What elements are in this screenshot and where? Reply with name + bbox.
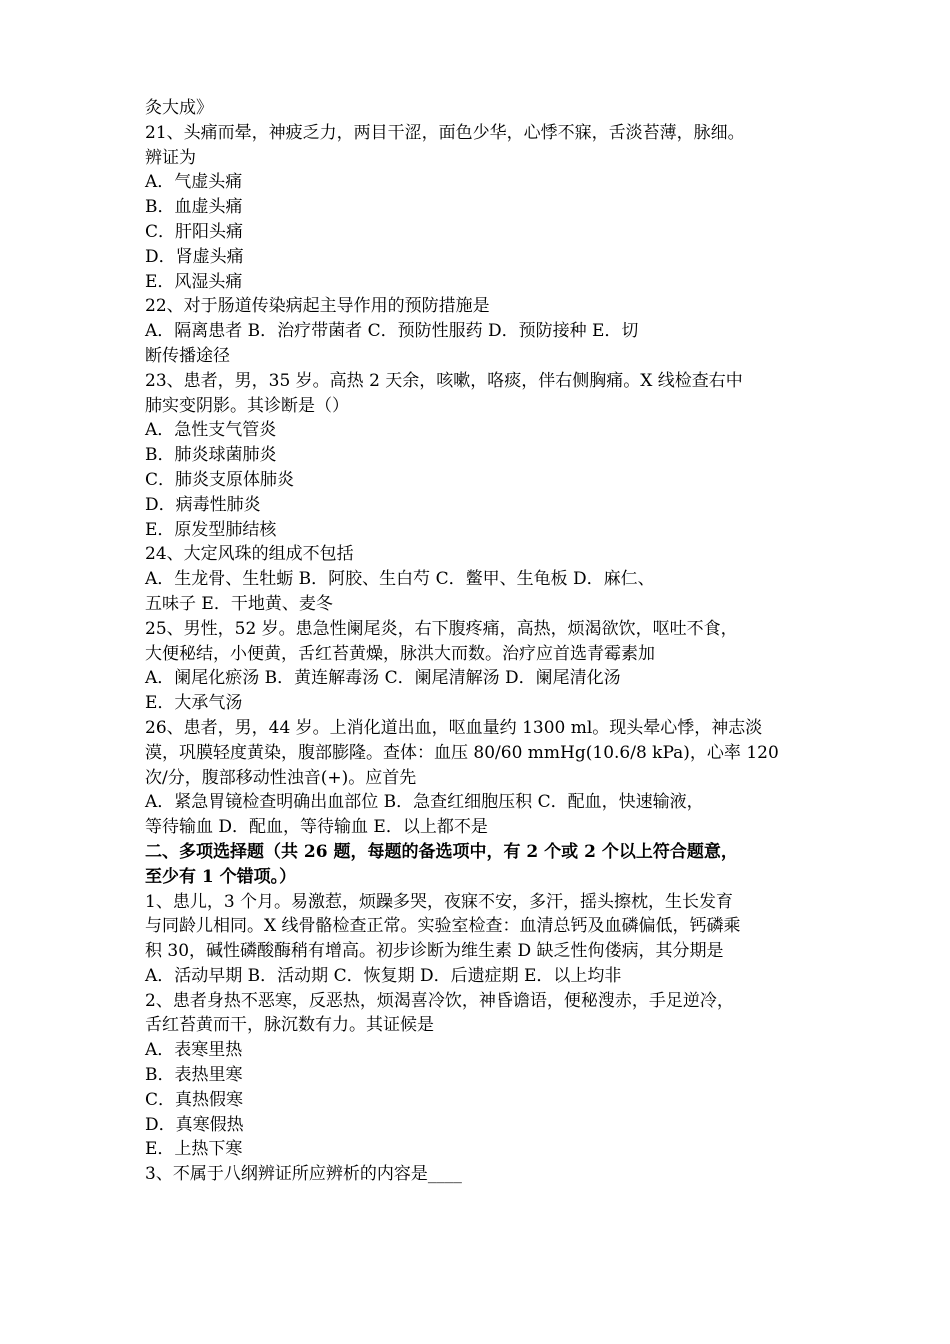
- question-23-stem: 23、患者，男，35 岁。高热 2 天余，咳嗽，咯痰，伴右侧胸痛。X 线检查右中: [145, 370, 743, 391]
- section-heading: 二、多项选择题（共 26 题，每题的备选项中，有 2 个或 2 个以上符合题意，: [145, 841, 738, 862]
- option-d: D．肾虚头痛: [145, 246, 244, 267]
- option-b: B．血虚头痛: [145, 197, 243, 218]
- option-a: A．急性支气管炎: [145, 420, 277, 441]
- question-21-stem: 21、头痛而晕，神疲乏力，两目干涩，面色少华，心悸不寐，舌淡苔薄，脉细。: [145, 122, 745, 143]
- text-line: 肺实变阴影。其诊断是（）: [145, 395, 349, 416]
- option-e: E．上热下寒: [145, 1139, 243, 1160]
- option-b: B．表热里寒: [145, 1065, 243, 1086]
- option-b: B．肺炎球菌肺炎: [145, 445, 277, 466]
- question-24-stem: 24、大定风珠的组成不包括: [145, 544, 354, 565]
- option-e: E．原发型肺结核: [145, 519, 277, 540]
- options-line: A．生龙骨、生牡蛎 B．阿胶、生白芍 C．鳖甲、生龟板 D．麻仁、: [145, 569, 655, 590]
- text-line: 灸大成》: [145, 98, 213, 118]
- option-c: C．肺炎支原体肺炎: [145, 469, 295, 490]
- text-line: 舌红苔黄而干，脉沉数有力。其证候是: [145, 1015, 434, 1036]
- option-e: E．风湿头痛: [145, 271, 243, 292]
- question-25-stem: 25、男性，52 岁。患急性阑尾炎，右下腹疼痛，高热，烦渴欲饮，呕吐不食，: [145, 618, 738, 639]
- text-line: 辨证为: [145, 147, 196, 168]
- text-line: 与同龄儿相同。X 线骨骼检查正常。实验室检查：血清总钙及血磷偏低，钙磷乘: [145, 916, 741, 937]
- question-22-stem: 22、对于肠道传染病起主导作用的预防措施是: [145, 296, 490, 317]
- text-line: 大便秘结，小便黄，舌红苔黄燥，脉洪大而数。治疗应首选青霉素加: [145, 643, 655, 664]
- question-2-stem: 2、患者身热不恶寒，反恶热，烦渴喜冷饮，神昏谵语，便秘溲赤，手足逆冷，: [145, 990, 734, 1011]
- options-line: A．活动早期 B．活动期 C．恢复期 D．后遗症期 E．以上均非: [145, 965, 622, 986]
- option-c: C．肝阳头痛: [145, 221, 244, 242]
- option-d: D．病毒性肺炎: [145, 494, 261, 515]
- text-line: 漠，巩膜轻度黄染，腹部膨隆。查体：血压 80/60 mmHg(10.6/8 kPa)，心率 120: [145, 742, 779, 763]
- question-3-stem: 3、不属于八纲辨证所应辨析的内容是____: [145, 1164, 462, 1185]
- options-line: A．阑尾化瘀汤 B．黄连解毒汤 C．阑尾清解汤 D．阑尾清化汤: [145, 668, 621, 689]
- section-heading: 至少有 1 个错项。）: [145, 866, 297, 887]
- text-line: 次/分，腹部移动性浊音(+)。应首先: [145, 767, 417, 788]
- text-line: 积 30，碱性磷酸酶稍有增高。初步诊断为维生素 D 缺乏性佝偻病，其分期是: [145, 941, 724, 962]
- document-body: [145, 96, 810, 1187]
- question-1-stem: 1、患儿，3 个月。易激惹，烦躁多哭，夜寐不安，多汗，摇头擦枕，生长发育: [145, 891, 734, 912]
- option-c: C．真热假寒: [145, 1089, 244, 1110]
- question-26-stem: 26、患者，男，44 岁。上消化道出血，呕血量约 1300 ml。现头晕心悸，神志淡: [145, 717, 763, 738]
- option-e: E．大承气汤: [145, 693, 243, 714]
- option-a: A．表寒里热: [145, 1040, 243, 1061]
- option-d: D．真寒假热: [145, 1114, 244, 1135]
- options-line: A．隔离患者 B．治疗带菌者 C．预防性服药 D．预防接种 E．切: [145, 321, 639, 342]
- options-line: 五味子 E．干地黄、麦冬: [145, 593, 333, 614]
- options-line: 等待输血 D．配血，等待输血 E．以上都不是: [145, 817, 488, 838]
- text-line: 断传播途径: [145, 345, 230, 366]
- options-line: A．紧急胃镜检查明确出血部位 B．急查红细胞压积 C．配血，快速输液，: [145, 792, 704, 813]
- option-a: A．气虚头痛: [145, 172, 243, 193]
